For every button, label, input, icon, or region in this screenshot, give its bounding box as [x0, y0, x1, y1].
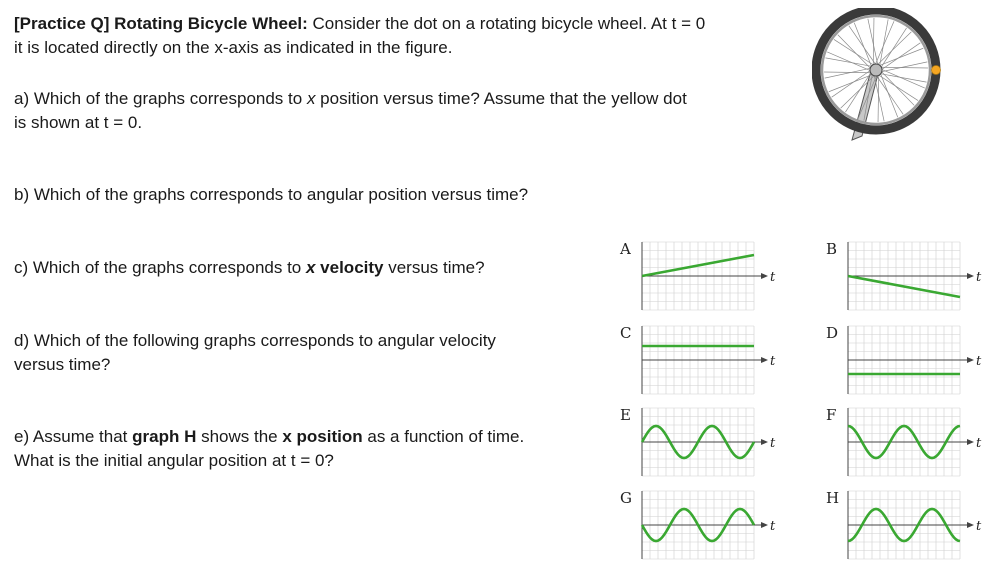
question-b [14, 183, 774, 207]
question-c [14, 256, 614, 280]
question-e-bold-1: graph H [132, 427, 197, 446]
wheel-spoke [880, 19, 889, 66]
yellow-dot [932, 66, 941, 75]
axis-label-t: t [770, 270, 776, 285]
wheel-spoke [881, 69, 925, 88]
axis-label-t: t [770, 519, 776, 534]
wheel-spoke [849, 26, 876, 65]
graph-e [620, 406, 776, 476]
axis-arrow [761, 439, 768, 445]
question-d-text: d) Which of the following graphs corresponds to angular velocity [14, 331, 496, 350]
wheel-spoke [874, 75, 884, 122]
graph-label: D [826, 324, 839, 342]
wheel-spoke [873, 18, 874, 66]
graph-d [826, 324, 982, 394]
problem-intro [14, 12, 774, 60]
wheel-spoke [881, 28, 907, 68]
question-d-text-2: versus time? [14, 355, 111, 374]
wheel-spoke [825, 68, 872, 78]
question-e-text-4: What is the initial angular position at t = 0? [14, 451, 334, 470]
question-c-text: c) Which of the graphs corresponds to [14, 258, 306, 277]
axis-label-t: t [770, 354, 776, 369]
graph-g [620, 489, 776, 559]
axis-label-t: t [976, 436, 982, 451]
question-e-text-3: as a function of time. [362, 427, 525, 446]
axis-arrow [761, 522, 768, 528]
wheel-spoke [880, 67, 928, 68]
question-e [14, 425, 594, 473]
axis-arrow [761, 273, 768, 279]
wheel-spoke [878, 74, 879, 122]
graph-b [826, 240, 982, 310]
question-c-var: x [305, 258, 316, 277]
graph-a [619, 240, 776, 310]
graph-label: G [620, 489, 632, 507]
axis-label-t: t [770, 436, 776, 451]
graph-label: A [620, 240, 631, 258]
bicycle-wheel-figure [812, 8, 942, 142]
graph-label: F [826, 406, 837, 424]
wheel-spoke [880, 74, 927, 83]
question-e-text: e) Assume that [14, 427, 133, 446]
axis-label-t: t [976, 270, 982, 285]
axis-arrow [967, 273, 974, 279]
graph-label: B [826, 240, 838, 258]
question-b-text: b) Which of the graphs corresponds to angular position versus time? [14, 185, 529, 204]
graphs-panel [600, 236, 1007, 566]
axis-arrow [967, 439, 974, 445]
question-a-var: x [306, 89, 316, 108]
question-c-bold: velocity [315, 258, 384, 277]
intro-text-2: it is located directly on the x-axis as indicated in the figure. [14, 38, 453, 57]
axis-arrow [761, 357, 768, 363]
question-a [14, 87, 774, 135]
question-d [14, 329, 574, 377]
problem-title: [Practice Q] Rotating Bicycle Wheel: [14, 14, 308, 33]
intro-text-1: Consider the dot on a rotating bicycle wheel. At t = 0 [307, 14, 706, 33]
question-a-text-3: is shown at t = 0. [14, 113, 143, 132]
graph-h [826, 489, 982, 559]
axis-label-t: t [976, 519, 982, 534]
question-c-text-2: versus time? [383, 258, 485, 277]
wheel-spoke [876, 75, 903, 114]
graph-label: E [620, 406, 631, 424]
wheel-hub [870, 64, 882, 76]
axis-label-t: t [976, 354, 982, 369]
question-a-text: a) Which of the graphs corresponds to [14, 89, 307, 108]
wheel-spoke [881, 62, 928, 72]
axis-arrow [967, 522, 974, 528]
wheel-spoke [825, 58, 872, 67]
wheel-spoke [834, 39, 874, 65]
graph-f [826, 406, 982, 476]
wheel-spoke [878, 75, 918, 101]
wheel-spoke [827, 52, 871, 71]
wheel-spoke [881, 43, 920, 70]
question-e-bold-2: x position [282, 427, 363, 446]
question-e-text-2: shows the [196, 427, 283, 446]
graph-label: H [826, 489, 840, 507]
wheel-spoke [868, 19, 878, 66]
graph-c [620, 324, 776, 394]
graph-label: C [620, 324, 632, 342]
question-a-text-2: position versus time? Assume that the yellow dot [315, 89, 687, 108]
axis-arrow [967, 357, 974, 363]
wheel-spoke [875, 21, 894, 65]
wheel-spoke [824, 72, 872, 73]
